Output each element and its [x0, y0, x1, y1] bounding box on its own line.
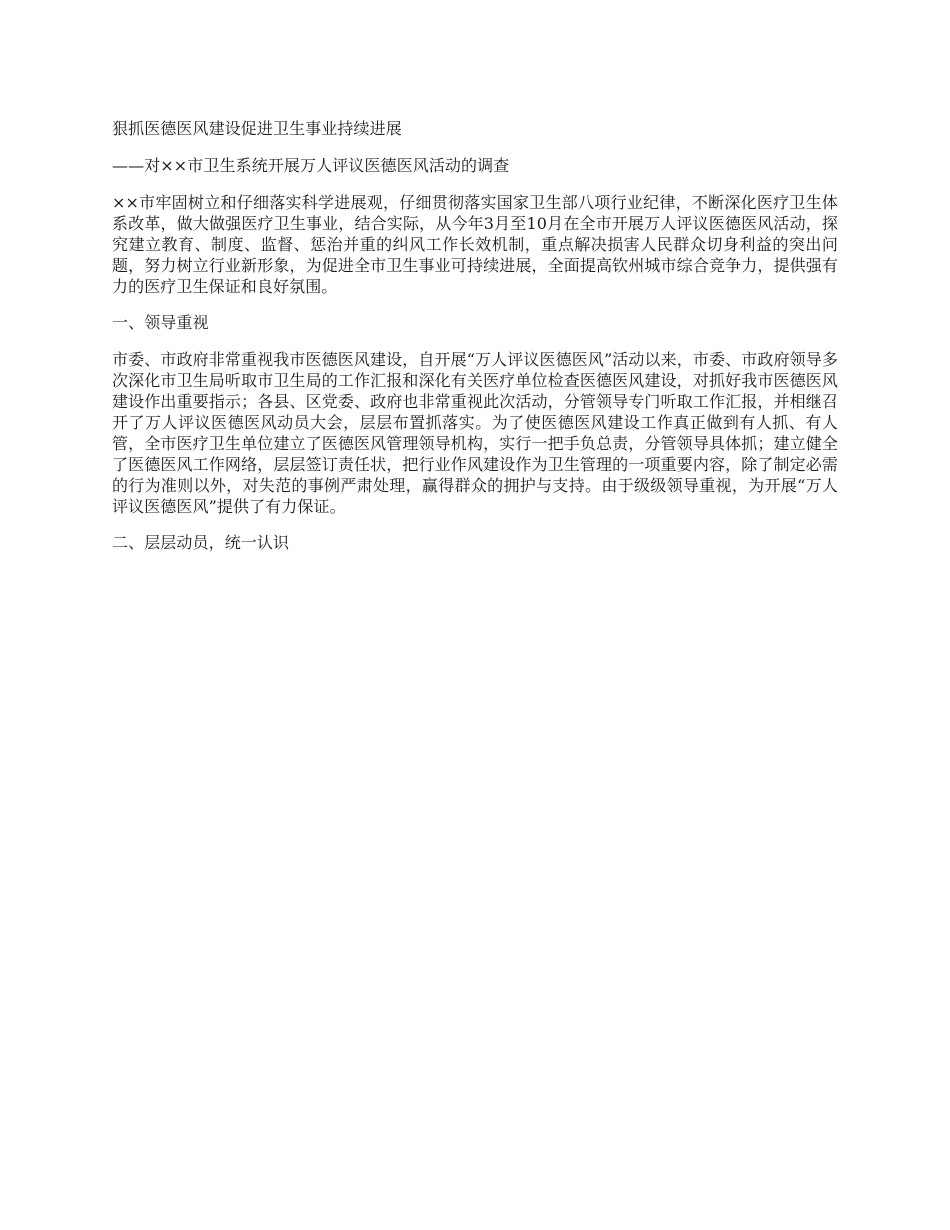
document-title: 狠抓医德医风建设促进卫生事业持续进展 [112, 119, 402, 138]
section-body-1: 市委、市政府非常重视我市医德医风建设，自开展“万人评议医德医风”活动以来，市委、市政府领导多次深化市卫生局听取市卫生局的工作汇报和深化有关医疗单位检查医德医风建设，对抓好我市医德医风建设作出重要指示；各县、区党委、政府也非常重视此次活动，分管领导专门听取工作汇报，并相继召开了万人评议医德医风动员大会，层层布置抓落实。为了使医德医风建设工作真正做到有人抓、有人管，全市医疗卫生单位建立了医德医风管理领导机构，实行一把手负总责，分管领导具体抓；建立健全了医德医风工作网络，层层签订责任状，把行业作风建设作为卫生管理的一项重要内容，除了制定必需的行为准则以外，对失范的事例严肃处理，赢得群众的拥护与支持。由于级级领导重视，为开展“万人评议医德医风”提供了有力保证。 [112, 350, 838, 516]
document-subtitle: ——对××市卫生系统开展万人评议医德医风活动的调查 [112, 156, 510, 175]
intro-paragraph: ××市牢固树立和仔细落实科学进展观，仔细贯彻落实国家卫生部八项行业纪律，不断深化医疗卫生体系改革，做大做强医疗卫生事业，结合实际，从今年3月至10月在全市开展万人评议医德医风活动，探究建立教育、制度、监督、惩治并重的纠风工作长效机制，重点解决损害人民群众切身利益的突出问题，努力树立行业新形象，为促进全市卫生事业可持续进展，全面提高钦州城市综合竞争力，提供强有力的医疗卫生保证和良好氛围。 [112, 193, 838, 296]
document-page [112, 118, 838, 569]
section-heading-1: 一、领导重视 [112, 313, 209, 332]
section-heading-2: 二、层层动员，统一认识 [112, 533, 290, 552]
